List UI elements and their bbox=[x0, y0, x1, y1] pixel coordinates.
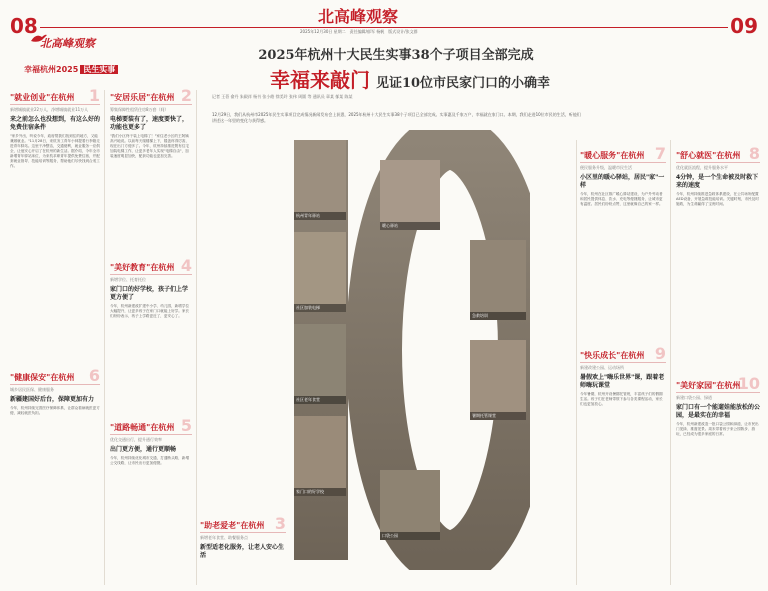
card-number: 7 bbox=[654, 144, 666, 163]
card-number: 1 bbox=[88, 86, 100, 105]
card-heading: "美好家园"在杭州 10 bbox=[676, 374, 760, 393]
card-heading: "就业创业"在杭州 1 bbox=[10, 86, 100, 105]
photo-6 bbox=[470, 240, 526, 320]
column-rule bbox=[670, 140, 671, 585]
card-subheading: 城乡居民医保、健康服务 bbox=[10, 387, 54, 392]
photo-1 bbox=[294, 140, 346, 220]
card-title: 出门更方便，通行更顺畅 bbox=[110, 445, 177, 453]
byline: 记者 王蓓 俞丹 朱殿祥 杨书 张小皓 徐美玲 张伟 周圆 等 通讯员 章某 郁某 陈某 bbox=[212, 94, 353, 99]
card-title: 家门口的好学校，孩子们上学更方便了 bbox=[110, 285, 189, 301]
card-employment bbox=[10, 86, 101, 352]
card-number: 2 bbox=[180, 86, 192, 105]
masthead-title: 北高峰观察 bbox=[318, 7, 399, 26]
card-body: 今年，杭州持续优化城市交通，打通断头路，新增公交线路，让市民出行更加便捷。 bbox=[110, 455, 190, 465]
card-body: 今年，杭州新建改造一批口袋公园和绿道，让市民出门见绿、推窗见景。周末带着孩子来公园散步、游玩，已经成为很多家庭的日常。 bbox=[676, 421, 759, 436]
card-transport bbox=[110, 416, 192, 582]
photo-7 bbox=[470, 340, 526, 420]
card-subheading: 优化就医流程，提升服务水平 bbox=[676, 165, 728, 170]
card-subheading: 新建口袋公园、绿道 bbox=[676, 395, 712, 400]
card-heading: "健康保安"在杭州 6 bbox=[10, 366, 100, 385]
card-body: "家乡外出，听说今年，政府帮我们找到住的地方，又能兼顾就业。"11月28日，来杭务工青年小林提着行李箱走进青年驿站。这里干净整洁，交通便利，就业服务一应俱全，让他安心开启了在杭州的新生活。据介绍，今年全市新增青年驿站床位，为来杭求职青年提供免费住宿，并配套就业指导、技能培训等服务，帮助他们尽快找到合适工作。 bbox=[10, 133, 100, 168]
card-subheading: 新增老年食堂、助餐服务点 bbox=[200, 535, 248, 540]
photo-caption: 口袋公园 bbox=[380, 532, 440, 540]
photo-caption: 社区老年食堂 bbox=[294, 396, 346, 404]
card-body: 今年，杭州持续完善医疗保障体系，让群众看病就医更方便，减轻就医负担。 bbox=[10, 405, 100, 415]
column-rule bbox=[104, 90, 105, 585]
page-number-right: 09 bbox=[730, 14, 758, 38]
card-body: 今年，杭州在社区推广暖心驿站建设，为户外劳动者和居民提供休息、饮水、充电等便捷服务，让城市更有温度。居民们纷纷点赞，这里就像自己的家一样。 bbox=[580, 191, 663, 206]
column-rule bbox=[576, 140, 577, 585]
photo-caption: 杭州青年驿站 bbox=[294, 212, 346, 220]
card-education bbox=[110, 256, 192, 412]
card-elderly bbox=[200, 514, 286, 584]
card-number: 10 bbox=[737, 374, 760, 393]
card-title: 4分钟，是一个生命被及时救下来的速度 bbox=[676, 173, 759, 189]
card-heading: "道路畅通"在杭州 5 bbox=[110, 416, 192, 435]
card-subheading: 便民服务升级，温暖市民生活 bbox=[580, 165, 632, 170]
logo-text: 北高峰观察 bbox=[40, 37, 95, 50]
card-housing bbox=[110, 86, 192, 252]
photo-caption: 家门口的好学校 bbox=[294, 488, 346, 496]
card-heading: "快乐成长"在杭州 9 bbox=[580, 344, 666, 363]
card-subheading: 新增学位、托育托位 bbox=[110, 277, 146, 282]
headline-sub: 2025年杭州十大民生实事38个子项目全部完成 bbox=[258, 48, 534, 63]
card-number: 3 bbox=[274, 514, 286, 533]
headline-main bbox=[200, 64, 620, 93]
card-subheading: 新增城镇就业22万人，净增城镇就业11万人 bbox=[10, 107, 89, 112]
card-warm-service bbox=[580, 144, 666, 340]
card-growth bbox=[580, 344, 666, 580]
masthead-info: 2025年12月30日 星期二 责任编辑/郁军 杨帆 版式设计/张文群 bbox=[300, 29, 418, 34]
card-title: 电梯要装有了，速度要快了，功能也更多了 bbox=[110, 115, 189, 131]
column-rule bbox=[196, 90, 197, 585]
card-title: 暑假欢上"嗨乐世界"课，跟着老师嗨玩课堂 bbox=[580, 373, 665, 389]
card-heading: "美好教育"在杭州 4 bbox=[110, 256, 192, 275]
photo-4 bbox=[294, 416, 346, 496]
photo-caption: 暑期托管课堂 bbox=[470, 412, 526, 420]
page-number-left: 08 bbox=[10, 14, 38, 38]
card-number: 5 bbox=[180, 416, 192, 435]
card-number: 4 bbox=[180, 256, 192, 275]
card-medical bbox=[676, 144, 760, 370]
photo-3 bbox=[294, 324, 346, 404]
card-subheading: 新建改建公园、运动场所 bbox=[580, 365, 624, 370]
headline-main-text: 幸福来敲门 bbox=[269, 68, 370, 92]
card-title: 新疆建国好后台，保障更加有力 bbox=[10, 395, 95, 403]
card-heading: "助老爱老"在杭州 3 bbox=[200, 514, 286, 533]
card-subheading: 筹集保障性租赁住房8万套（间） bbox=[110, 107, 169, 112]
photo-caption: 急救培训 bbox=[470, 312, 526, 320]
card-subheading: 优化交通出行，提升通行效率 bbox=[110, 437, 162, 442]
card-heading: "安居乐居"在杭州 2 bbox=[110, 86, 192, 105]
photo-8 bbox=[380, 470, 440, 540]
card-number: 8 bbox=[748, 144, 760, 163]
masthead-rule bbox=[40, 27, 728, 28]
card-body: "我们小区终于装上电梯了！"家住老小区的王阿姨高兴地说。以前每天爬楼梯上下，膝盖疼得厉害，现在出门方便多了。今年，杭州持续推进既有住宅加装电梯工作，让更多老年人实现"电梯自由"，加装速度明显加快，配套功能也更加完善。 bbox=[110, 133, 190, 158]
card-title: 新型适老化服务，让老人安心生活 bbox=[200, 543, 285, 559]
card-title: 来之前怎么也没想到，有这么好的免费住宿条件 bbox=[10, 115, 101, 131]
card-title: 家门口有一个能遛娃能放松的公园，是最实在的幸福 bbox=[676, 403, 761, 419]
lede: 12月29日，我们从杭州市2025年民生实事项目完成情况新闻发布会上获悉，2025年杭州十大民生实事38个子项目已全部完成。实事惠及千家万户，幸福就在家门口。本期，我们走进10位市民的生活，听他们讲述这一年里的变化与获得感。 bbox=[212, 112, 581, 123]
photo-5 bbox=[380, 160, 440, 230]
photo-2 bbox=[294, 232, 346, 312]
section-label-text: 幸福杭州2025 bbox=[24, 65, 79, 74]
section-label-tail: 民生实事 bbox=[80, 65, 118, 74]
card-heading: "暖心服务"在杭州 7 bbox=[580, 144, 666, 163]
section-label bbox=[24, 64, 118, 75]
headline-main-tail: 见证10位市民家门口的小确幸 bbox=[375, 76, 551, 91]
card-title: 小区里的暖心驿站，居民"家"一样 bbox=[580, 173, 665, 189]
card-body: 今年暑期，杭州开设暑期托管班，丰富孩子们的假期生活。孩子们在老师带领下参与各类课程活动，家长们也更加放心。 bbox=[580, 391, 663, 406]
logo bbox=[30, 31, 120, 61]
card-home bbox=[676, 374, 761, 580]
card-number: 9 bbox=[654, 344, 666, 363]
photo-caption: 社区加装电梯 bbox=[294, 304, 346, 312]
card-body: 今年，杭州持续推进急救体系建设，在公共场所配置AED设备，开展急救技能培训。关键时刻，市民及时施救，为生命赢得了宝贵时间。 bbox=[676, 191, 759, 206]
card-body: 今年，杭州新建改扩建中小学、幼儿园，新增学位大幅提升，让更多孩子在家门口就能上好学。家长们纷纷表示，孩子上学路更近了，更安心了。 bbox=[110, 303, 190, 318]
card-heading: "舒心就医"在杭州 8 bbox=[676, 144, 760, 163]
card-health bbox=[10, 366, 100, 582]
card-number: 6 bbox=[88, 366, 100, 385]
photo-caption: 暖心驿站 bbox=[380, 222, 440, 230]
